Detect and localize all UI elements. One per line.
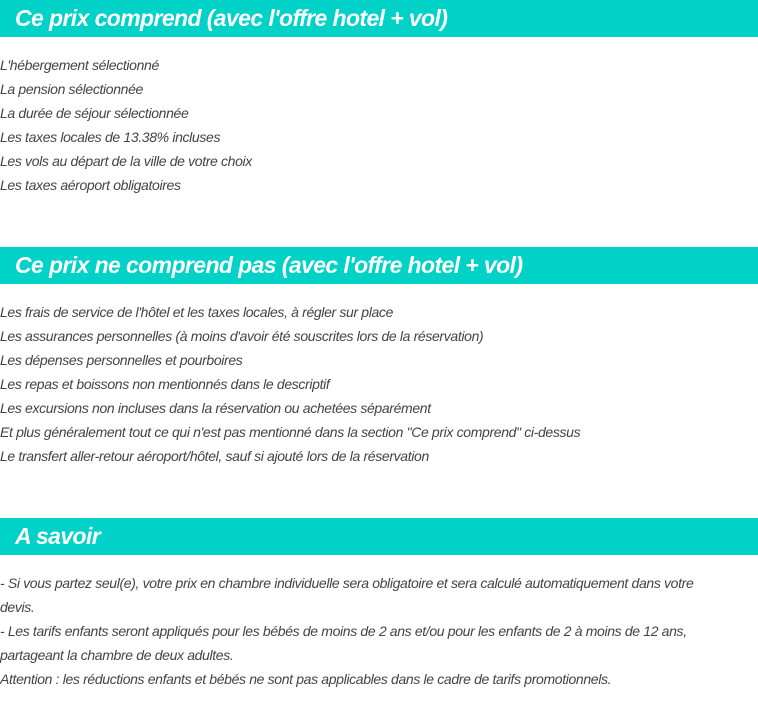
list-item: L'hébergement sélectionné [0,57,159,73]
text-line: - Si vous partez seul(e), votre prix en chambre individuelle sera obligatoire et sera calculé automatiquement dans votre [0,575,694,591]
list-item: Les repas et boissons non mentionnés dans le descriptif [0,376,330,392]
text-line: Attention : les réductions enfants et bébés ne sont pas applicables dans le cadre de tarifs promotionnels. [0,671,612,687]
good-to-know-text [0,571,758,691]
list-item: La pension sélectionnée [0,81,143,97]
list-item: Les taxes aéroport obligatoires [0,177,181,193]
list-item: Et plus généralement tout ce qui n'est pas mentionné dans la section "Ce prix comprend" ci-dessus [0,424,581,440]
list-item: Le transfert aller-retour aéroport/hôtel, sauf si ajouté lors de la réservation [0,448,429,464]
section-title: Ce prix ne comprend pas (avec l'offre hotel + vol) [15,252,523,278]
text-line: devis. [0,599,35,615]
text-line: - Les tarifs enfants seront appliqués pour les bébés de moins de 2 ans et/ou pour les enfants de 2 à moins de 12 ans, [0,623,687,639]
section-header-good-to-know [0,518,758,555]
section-title: A savoir [15,523,101,549]
list-item: Les dépenses personnelles et pourboires [0,352,243,368]
included-list [0,53,758,197]
list-item: Les taxes locales de 13.38% incluses [0,129,221,145]
list-item: Les assurances personnelles (à moins d'avoir été souscrites lors de la réservation) [0,328,484,344]
list-item: Les frais de service de l'hôtel et les taxes locales, à régler sur place [0,304,394,320]
list-item: La durée de séjour sélectionnée [0,105,189,121]
list-item: Les excursions non incluses dans la réservation ou achetées séparément [0,400,431,416]
list-item: Les vols au départ de la ville de votre choix [0,153,252,169]
section-header-included [0,0,758,37]
section-header-not-included [0,247,758,284]
section-title: Ce prix comprend (avec l'offre hotel + vol) [15,5,448,31]
text-line: partageant la chambre de deux adultes. [0,647,234,663]
not-included-list [0,300,758,468]
